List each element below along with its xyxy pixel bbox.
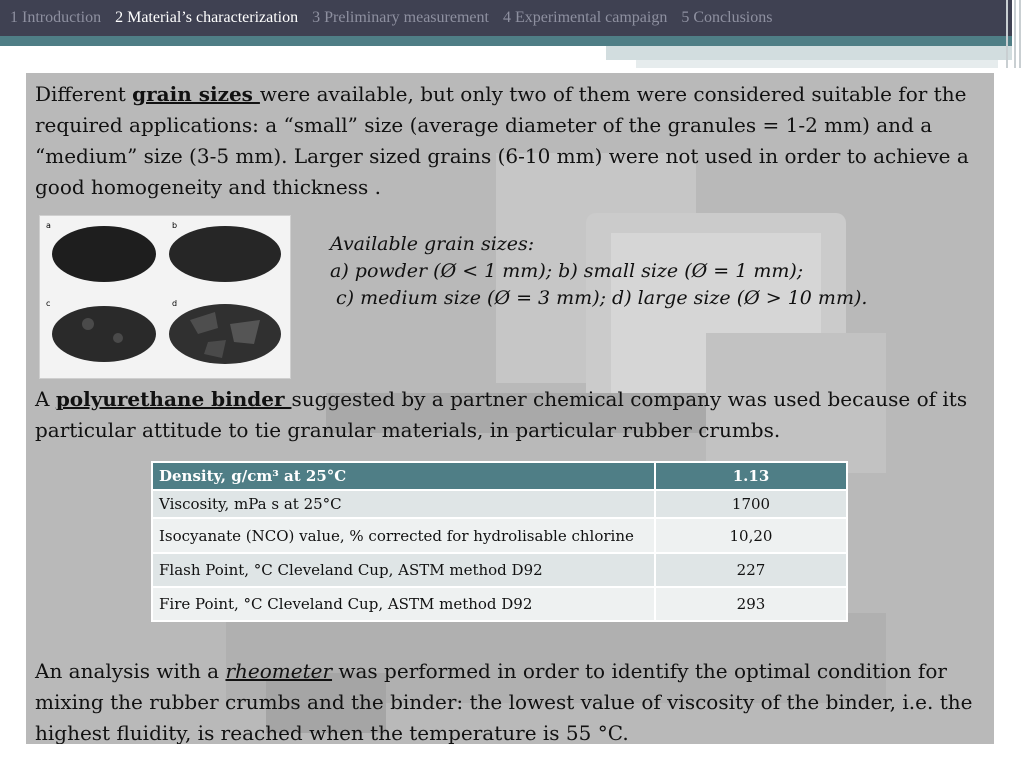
grain-sizes-paragraph bbox=[35, 79, 975, 203]
table-row bbox=[152, 587, 847, 621]
grain-samples-image bbox=[40, 216, 290, 378]
table-row bbox=[152, 490, 847, 518]
caption-line: c) medium size (Ø = 3 mm); d) large size (Ø > 10 mm). bbox=[330, 287, 868, 309]
slide-content-panel bbox=[26, 73, 994, 744]
photo-label-a: a bbox=[46, 221, 51, 230]
nav-item-conclusions[interactable]: 5 Conclusions bbox=[681, 9, 773, 26]
table-cell-label: Viscosity, mPa s at 25°C bbox=[152, 490, 655, 518]
grain-sizes-emphasis: grain sizes bbox=[132, 82, 260, 106]
table-cell-label: Flash Point, °C Cleveland Cup, ASTM method D92 bbox=[152, 553, 655, 587]
paragraph-text: Different bbox=[35, 82, 133, 106]
table-cell-value: 10,20 bbox=[655, 518, 847, 553]
caption-line: a) powder (Ø < 1 mm); b) small size (Ø = 1 mm); bbox=[330, 260, 804, 282]
paragraph-text: were available, but only two of them were considered suitable for the required applications: a “small” size (average diameter of the granules = 1-2 mm) and a “medium” size (3-5 mm). Larger sized grains (6-10 mm) were not used in order to achieve a good homogeneity and thickness . bbox=[35, 82, 969, 199]
nav-item-experimental-campaign[interactable]: 4 Experimental campaign bbox=[502, 9, 668, 26]
binder-emphasis: polyurethane binder bbox=[55, 387, 292, 411]
section-nav-bar bbox=[0, 0, 1012, 36]
table-row bbox=[152, 518, 847, 553]
header-light-stripe bbox=[606, 46, 1012, 60]
header-faint-stripe bbox=[636, 60, 998, 68]
nav-item-preliminary-measurement[interactable]: 3 Preliminary measurement bbox=[312, 9, 489, 26]
photo-label-b: b bbox=[172, 221, 178, 230]
caption-line: Available grain sizes: bbox=[330, 233, 535, 255]
header-right-rule bbox=[1014, 0, 1016, 68]
nav-item-introduction[interactable]: 1 Introduction bbox=[10, 9, 102, 26]
nav-item-materials-characterization[interactable]: 2 Material’s characterization bbox=[115, 9, 299, 26]
binder-properties-table bbox=[151, 461, 848, 622]
table-cell-value: 227 bbox=[655, 553, 847, 587]
photo-label-c: c bbox=[46, 299, 51, 308]
paragraph-text: A bbox=[35, 387, 56, 411]
table-cell-value: 1.13 bbox=[655, 462, 847, 490]
paragraph-text: was performed in order to identify the optimal condition for mixing the rubber crumbs and the binder: the lowest value of viscosity of the binder, i.e. the highest fluidity, is reached when the temperature is 55 °C. bbox=[35, 659, 973, 744]
table-cell-label: Isocyanate (NCO) value, % corrected for hydrolisable chlorine bbox=[152, 518, 655, 553]
header-accent-stripe bbox=[0, 36, 1012, 46]
photo-label-d: d bbox=[172, 299, 178, 308]
rheometer-emphasis: rheometer bbox=[225, 659, 333, 683]
table-cell-value: 1700 bbox=[655, 490, 847, 518]
header-right-rule bbox=[1019, 0, 1021, 68]
table-cell-label: Fire Point, °C Cleveland Cup, ASTM method D92 bbox=[152, 587, 655, 621]
table-header-row bbox=[152, 462, 847, 490]
header-right-rule bbox=[1006, 0, 1008, 68]
binder-paragraph bbox=[35, 384, 975, 446]
table-cell-label: Density, g/cm³ at 25°C bbox=[152, 462, 655, 490]
table-row bbox=[152, 553, 847, 587]
paragraph-text: An analysis with a bbox=[35, 659, 226, 683]
paragraph-text: suggested by a partner chemical company was used because of its particular attitude to tie granular materials, in particular rubber crumbs. bbox=[35, 387, 968, 442]
rheometer-paragraph bbox=[35, 656, 975, 744]
grain-samples-photo bbox=[39, 215, 291, 379]
table-cell-value: 293 bbox=[655, 587, 847, 621]
grain-sizes-caption bbox=[330, 231, 867, 312]
